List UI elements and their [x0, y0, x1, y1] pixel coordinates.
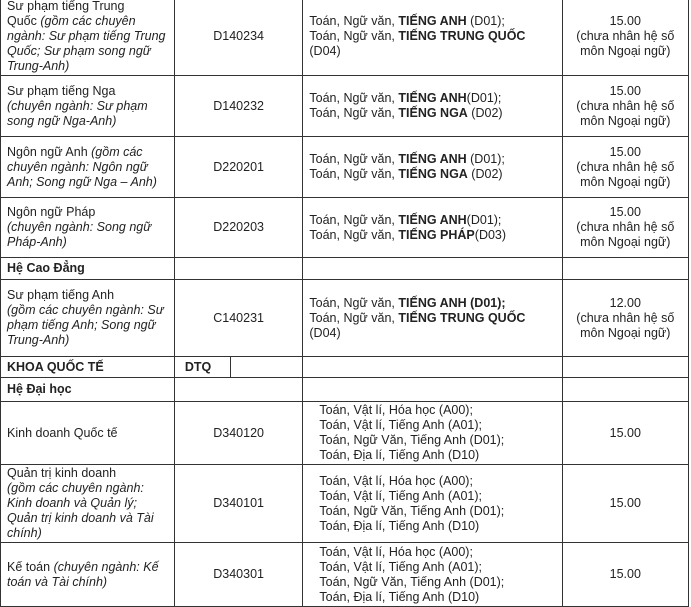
- score-value: 15.00: [609, 83, 641, 98]
- score-note: (chưa nhân hệ số môn Ngoại ngữ): [576, 220, 675, 249]
- program-name-cell: [1, 76, 175, 137]
- score-value: 15.00: [609, 205, 641, 219]
- score-note: (chưa nhân hệ số môn Ngoại ngữ): [576, 98, 675, 128]
- program-name-cell: [1, 465, 175, 543]
- subject-combinations: Toán, Ngữ văn, TIẾNG ANH(D01); Toán, Ngữ văn, TIẾNG NGA (D02): [303, 76, 562, 137]
- program-code: C140231: [174, 280, 303, 357]
- section-row: [1, 258, 689, 280]
- program-subtitle: (gồm các chuyên ngành: Ngôn ngữ Anh; Song ngữ Nga – Anh): [7, 144, 157, 189]
- program-code: D340101: [174, 465, 303, 543]
- score-cell: [562, 137, 688, 198]
- table-row: [1, 137, 689, 198]
- score-note: (chưa nhân hệ số môn Ngoại ngữ): [576, 159, 675, 189]
- program-subtitle: (chuyên ngành: Song ngữ Pháp-Anh): [7, 220, 152, 249]
- table-row: [1, 402, 689, 465]
- program-name-cont: Quốc: [7, 14, 41, 28]
- table-row: [1, 198, 689, 258]
- program-name: Ngôn ngữ Pháp: [7, 205, 96, 219]
- table-row: [1, 280, 689, 357]
- program-name: Kinh doanh Quốc tế: [7, 425, 118, 440]
- program-code: D340120: [174, 402, 303, 465]
- program-name-cell: [1, 280, 175, 357]
- program-name: Sư phạm tiếng Nga: [7, 83, 116, 98]
- program-code: D220201: [174, 137, 303, 198]
- score-value: 15.00: [609, 14, 641, 28]
- score-cell: [562, 0, 688, 76]
- program-name-cell: [1, 543, 175, 607]
- score-note: (chưa nhân hệ số môn Ngoại ngữ): [576, 310, 675, 340]
- section-heading: Hệ Cao Đẳng: [1, 258, 175, 280]
- subject-combinations: Toán, Vật lí, Hóa học (A00); Toán, Vật lí, Tiếng Anh (A01); Toán, Ngữ Văn, Tiếng Anh (D01); Toán, Địa lí, Tiếng Anh (D10): [303, 543, 562, 607]
- score-cell: [562, 76, 688, 137]
- score-value: 12.00: [609, 295, 641, 310]
- program-name: Sư phạm tiếng Trung: [7, 0, 125, 13]
- table-row: [1, 465, 689, 543]
- faculty-name: KHOA QUỐC TẾ: [1, 357, 175, 378]
- program-name-cell: [1, 137, 175, 198]
- program-name-cell: [1, 402, 175, 465]
- subject-combinations: Toán, Ngữ văn, TIẾNG ANH(D01); Toán, Ngữ văn, TIẾNG PHÁP(D03): [303, 198, 562, 258]
- program-code: D140232: [174, 76, 303, 137]
- subject-combinations: Toán, Ngữ văn, TIẾNG ANH (D01); Toán, Ngữ văn, TIẾNG TRUNG QUỐC (D04): [303, 0, 562, 76]
- program-code: D140234: [174, 0, 303, 76]
- program-subtitle: (gồm các chuyên ngành: Sư phạm tiếng Anh; Song ngữ Trung-Anh): [7, 303, 164, 347]
- program-subtitle: (chuyên ngành: Kế toán và Tài chính): [7, 559, 159, 589]
- program-subtitle: (gồm các chuyên ngành: Kinh doanh và Quản lý; Quản trị kinh doanh và Tài chính): [7, 481, 154, 540]
- faculty-row: [1, 357, 689, 378]
- program-code: D340301: [174, 543, 303, 607]
- score-cell: [562, 280, 688, 357]
- score-value: 15.00: [562, 402, 688, 465]
- score-value: 15.00: [562, 465, 688, 543]
- program-name: Quản trị kinh doanh: [7, 466, 117, 480]
- score-cell: [562, 198, 688, 258]
- program-subtitle: (chuyên ngành: Sư phạm song ngữ Nga-Anh): [7, 98, 148, 128]
- program-name-cell: [1, 198, 175, 258]
- program-name: Ngôn ngữ Anh: [7, 144, 88, 159]
- subject-combinations: Toán, Ngữ văn, TIẾNG ANH (D01); Toán, Ngữ văn, TIẾNG NGA (D02): [303, 137, 562, 198]
- subject-combinations: Toán, Vật lí, Hóa học (A00); Toán, Vật lí, Tiếng Anh (A01); Toán, Ngữ Văn, Tiếng Anh (D01); Toán, Địa lí, Tiếng Anh (D10): [303, 402, 562, 465]
- program-name: Kế toán: [7, 559, 51, 574]
- table-row: [1, 0, 689, 76]
- score-value: 15.00: [609, 144, 641, 159]
- program-name: Sư phạm tiếng Anh: [7, 288, 115, 302]
- table-row: [1, 76, 689, 137]
- faculty-code: DTQ: [174, 357, 230, 378]
- section-row: [1, 378, 689, 402]
- score-note: (chưa nhân hệ số môn Ngoại ngữ): [576, 29, 675, 58]
- subject-combinations: Toán, Vật lí, Hóa học (A00); Toán, Vật lí, Tiếng Anh (A01); Toán, Ngữ Văn, Tiếng Anh (D01); Toán, Địa lí, Tiếng Anh (D10): [303, 465, 562, 543]
- program-subtitle: (gồm các chuyên ngành: Sư phạm tiếng Trung Quốc; Sư phạm song ngữ Trung-Anh): [7, 14, 166, 73]
- program-name-cell: [1, 0, 175, 76]
- program-code: D220203: [174, 198, 303, 258]
- subject-combinations: Toán, Ngữ văn, TIẾNG ANH (D01); Toán, Ngữ văn, TIẾNG TRUNG QUỐC (D04): [303, 280, 562, 357]
- score-value: 15.00: [562, 543, 688, 607]
- section-heading: Hệ Đại học: [1, 378, 175, 402]
- table-row: [1, 543, 689, 607]
